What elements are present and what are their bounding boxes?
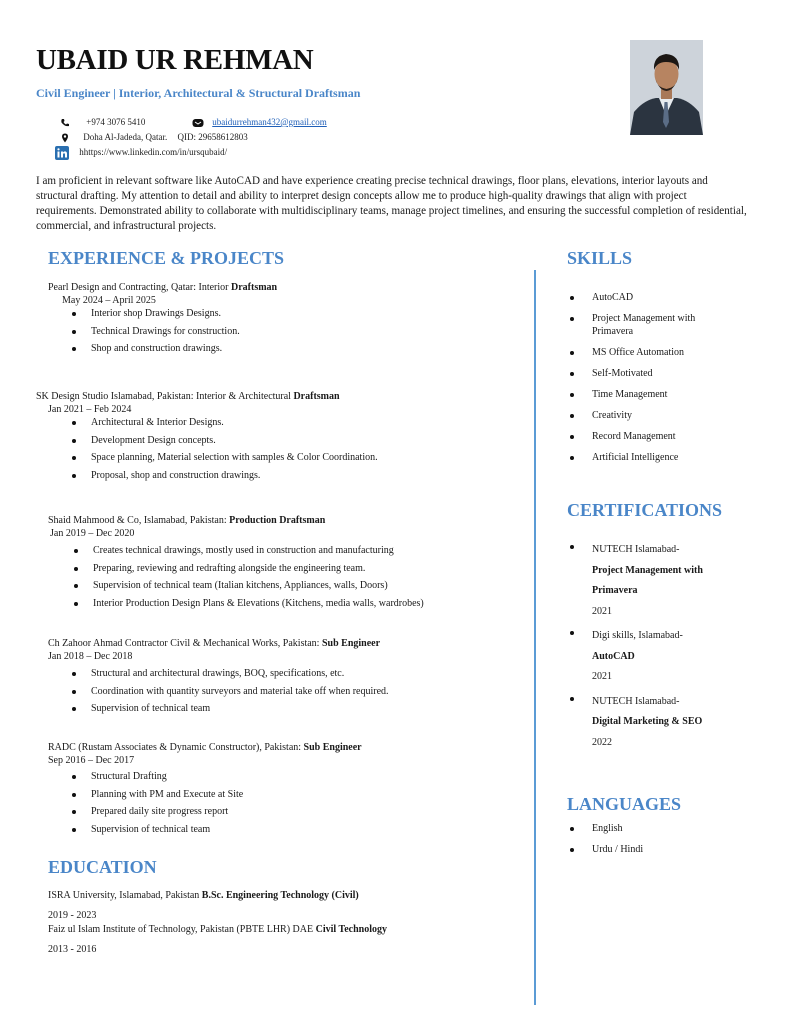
job-company: Shaid Mahmood & Co, Islamabad, Pakistan:	[48, 515, 230, 526]
job-role: Draftsman	[293, 391, 340, 402]
list-item: Record Management	[568, 430, 728, 443]
job-role: Draftsman	[231, 282, 278, 293]
list-item	[568, 692, 738, 754]
cert-year: 2022	[592, 736, 612, 748]
certifications-list	[568, 540, 738, 753]
job-dates: Jan 2019 – Dec 2020	[50, 528, 135, 539]
job-bullets	[68, 305, 240, 358]
profile-summary: I am proficient in relevant software like AutoCAD and have experience creating precise technical drawings, floor plans, elevations, interior layouts and structural drafting. My attention to detail and ability to interpret design concepts allow me to produce high-quality drawings that align with project requirements. Demonstrated ability to collaborate with multidisciplinary teams, manage project timelines, and ensuring the successful completion of residential, commercial, and infrastructural projects.	[36, 175, 747, 232]
location-text: Doha Al-Jadeda, Qatar.	[83, 132, 168, 142]
linkedin-icon	[55, 146, 69, 160]
phone-row	[60, 117, 145, 128]
list-item: Artificial Intelligence	[568, 451, 728, 464]
job-bullets	[68, 768, 243, 838]
education-degree: B.Sc. Engineering Technology (Civil)	[201, 890, 359, 901]
list-item: Time Management	[568, 388, 728, 401]
cert-title: Project Management with Primavera	[592, 564, 703, 596]
languages-heading: LANGUAGES	[567, 794, 682, 814]
job-entry	[48, 514, 325, 540]
job-bullets	[68, 414, 378, 484]
skills-list	[568, 291, 728, 464]
job-bullets	[70, 542, 424, 612]
candidate-name: UBAID UR REHMAN	[36, 44, 314, 76]
location-pin-icon	[60, 133, 70, 143]
cert-year: 2021	[592, 605, 612, 617]
profile-photo	[630, 40, 703, 135]
education-entry	[48, 923, 387, 956]
cert-year: 2021	[592, 671, 612, 682]
job-company: SK Design Studio Islamabad, Pakistan: Interior & Architectural	[36, 391, 294, 402]
list-item: AutoCAD	[568, 291, 728, 304]
linkedin-row	[55, 146, 227, 160]
list-item: Development Design concepts.	[68, 432, 378, 450]
education-degree: Civil Technology	[315, 924, 388, 935]
profile-photo-image	[630, 40, 703, 135]
list-item: Prepared daily site progress report	[68, 803, 243, 821]
job-entry	[48, 741, 362, 767]
cert-issuer: Digi skills, Islamabad-	[592, 630, 683, 641]
column-divider	[534, 270, 536, 1005]
job-title: Civil Engineer | Interior, Architectural & Structural Draftsman	[36, 86, 361, 100]
list-item: Technical Drawings for construction.	[68, 323, 240, 341]
cert-issuer: NUTECH Islamabad-	[592, 544, 680, 555]
list-item: Supervision of technical team	[68, 700, 389, 718]
list-item: Supervision of technical team	[68, 821, 243, 839]
list-item: Coordination with quantity surveyors and material take off when required.	[68, 683, 389, 701]
email-row	[192, 117, 327, 128]
job-dates: Sep 2016 – Dec 2017	[48, 755, 135, 766]
job-entry	[48, 637, 380, 663]
phone-number: +974 3076 5410	[86, 117, 146, 127]
list-item: Urdu / Hindi	[568, 843, 643, 856]
job-dates: Jan 2021 – Feb 2024	[48, 404, 132, 415]
list-item: Interior shop Drawings Designs.	[68, 305, 240, 323]
list-item: Project Management with Primavera	[568, 312, 728, 338]
job-role: Production Draftsman	[229, 515, 326, 526]
list-item: Preparing, reviewing and redrafting alongside the engineering team.	[70, 560, 424, 578]
job-dates: May 2024 – April 2025	[62, 295, 156, 306]
certifications-heading: CERTIFICATIONS	[567, 500, 723, 520]
job-company: Ch Zahoor Ahmad Contractor Civil & Mechanical Works, Pakistan:	[48, 638, 322, 649]
list-item: Creates technical drawings, mostly used in construction and manufacturing	[70, 542, 424, 560]
education-school: Faiz ul Islam Institute of Technology, Pakistan (PBTE LHR) DAE	[48, 924, 316, 935]
cert-title: AutoCAD	[592, 650, 635, 662]
education-dates: 2013 - 2016	[48, 944, 97, 955]
job-entry	[36, 390, 340, 416]
education-school: ISRA University, Islamabad, Pakistan	[48, 890, 202, 901]
cert-issuer: NUTECH Islamabad-	[592, 695, 680, 707]
education-heading: EDUCATION	[48, 857, 157, 877]
job-bullets	[68, 665, 389, 718]
job-entry	[48, 281, 277, 307]
list-item: MS Office Automation	[568, 346, 728, 359]
list-item: English	[568, 822, 643, 835]
education-dates: 2019 - 2023	[48, 910, 97, 921]
list-item: Supervision of technical team (Italian kitchens, Appliances, walls, Doors)	[70, 577, 424, 595]
job-dates: Jan 2018 – Dec 2018	[48, 651, 133, 662]
qid-text: QID: 29658612803	[177, 132, 248, 142]
linkedin-url[interactable]: hhttps://www.linkedin.com/in/ursqubaid/	[79, 147, 228, 158]
list-item	[568, 540, 738, 622]
cert-title: Digital Marketing & SEO	[592, 716, 703, 727]
job-role: Sub Engineer	[303, 742, 362, 753]
email-link[interactable]: ubaidurrehman432@gmail.com	[212, 117, 327, 127]
email-icon	[192, 118, 204, 128]
list-item: Structural Drafting	[68, 768, 243, 786]
list-item: Proposal, shop and construction drawings.	[68, 467, 378, 485]
list-item: Planning with PM and Execute at Site	[68, 786, 243, 804]
list-item: Architectural & Interior Designs.	[68, 414, 378, 432]
languages-list	[568, 822, 643, 856]
list-item: Structural and architectural drawings, BOQ, specifications, etc.	[68, 665, 389, 683]
location-row	[60, 132, 248, 143]
job-company: Pearl Design and Contracting, Qatar: Interior	[48, 282, 231, 293]
list-item: Space planning, Material selection with samples & Color Coordination.	[68, 449, 378, 467]
list-item: Interior Production Design Plans & Elevations (Kitchens, media walls, wardrobes)	[70, 595, 424, 613]
skills-heading: SKILLS	[567, 248, 633, 268]
experience-heading: EXPERIENCE & PROJECTS	[48, 248, 285, 268]
phone-icon	[60, 118, 70, 128]
list-item: Self-Motivated	[568, 367, 728, 380]
job-company: RADC (Rustam Associates & Dynamic Constructor), Pakistan:	[48, 742, 304, 753]
job-role: Sub Engineer	[321, 638, 381, 649]
list-item: Creativity	[568, 409, 728, 422]
education-entry	[48, 889, 359, 922]
list-item	[568, 626, 738, 688]
list-item: Shop and construction drawings.	[68, 340, 240, 358]
